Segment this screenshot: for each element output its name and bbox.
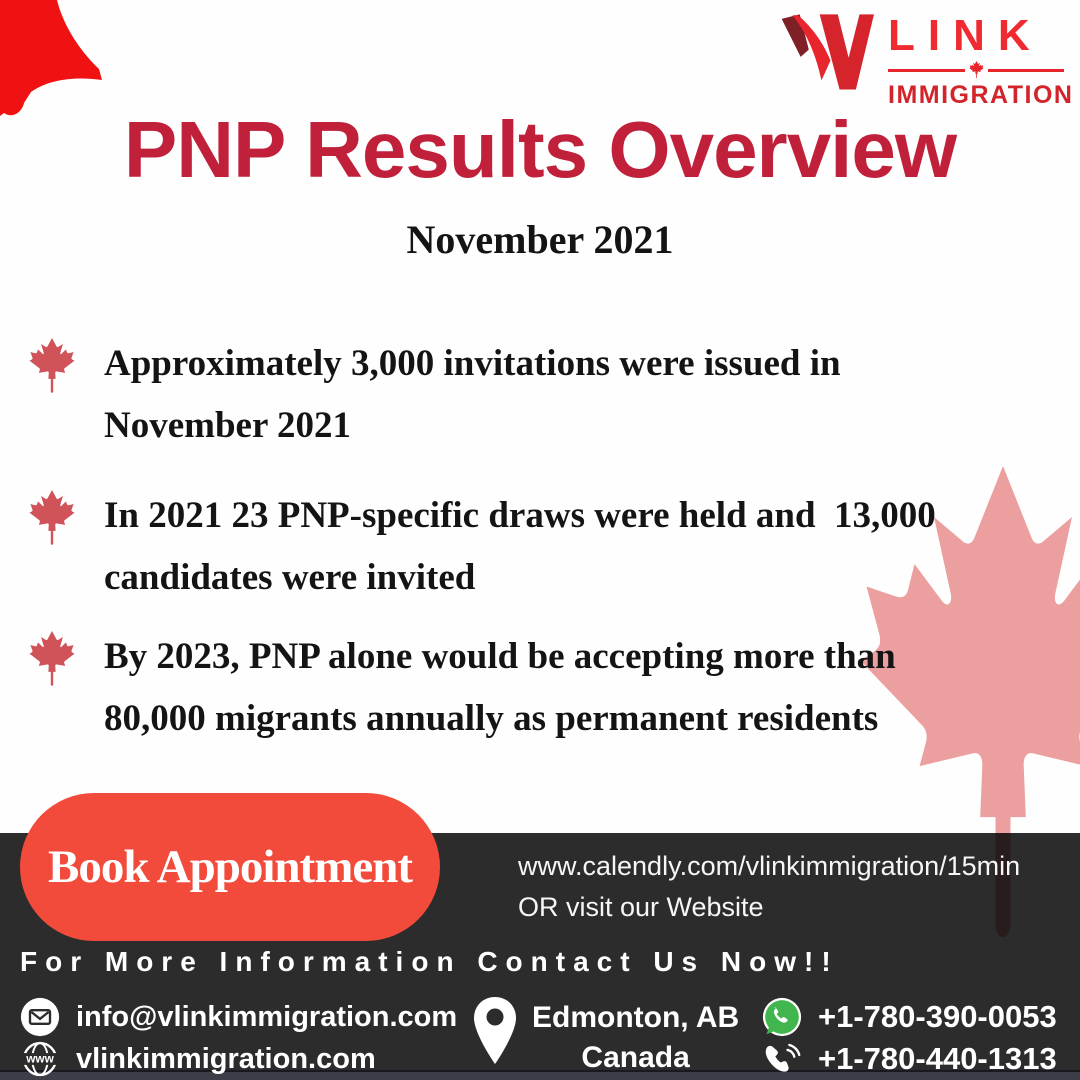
bullet-item [104, 626, 1034, 750]
phone-number: +1-780-440-1313 [818, 1041, 1057, 1076]
location-line2: Canada [581, 1041, 690, 1074]
brand-maple-leaf-icon [969, 61, 984, 79]
corner-leaf-icon [0, 0, 106, 120]
bullet-text: candidates were invited [104, 557, 476, 598]
email-icon [20, 997, 60, 1037]
contact-col-phones [762, 996, 1057, 1080]
whatsapp-number: +1-780-390-0053 [818, 999, 1057, 1034]
bullet-text: By 2023, PNP alone would be accepting more than [104, 636, 896, 677]
website-text: vlinkimmigration.com [76, 1042, 376, 1075]
book-appointment-button[interactable] [20, 793, 440, 941]
bullet-text: In 2021 23 PNP-specific draws were held and 13,000 [104, 495, 936, 536]
bullet-leaf-icon [27, 631, 77, 688]
page-title: PNP Results Overview [123, 105, 957, 194]
location-line1: Edmonton, AB [532, 1001, 740, 1034]
phone-row[interactable] [762, 1038, 1057, 1080]
booking-alt-text: OR visit our Website [518, 892, 764, 922]
bullet-item [104, 485, 1034, 609]
www-globe-icon [20, 1039, 60, 1079]
contact-col-email-web [20, 996, 457, 1080]
brand-rule [888, 61, 1064, 79]
whatsapp-row[interactable] [762, 996, 1057, 1038]
brand-logo [774, 8, 1074, 110]
page-subtitle: November 2021 [406, 217, 674, 262]
book-appointment-label: Book Appointment [47, 841, 413, 893]
bullet-text: November 2021 [104, 405, 351, 446]
contact-heading: For More Information Contact Us Now!! [20, 946, 839, 977]
contact-col-location [472, 996, 739, 1078]
booking-url-link[interactable]: www.calendly.com/vlinkimmigration/15min [518, 851, 1021, 881]
whatsapp-icon [762, 997, 802, 1037]
bullet-leaf-icon [27, 490, 77, 547]
brand-v-icon [774, 8, 878, 94]
brand-subtitle: IMMIGRATION [888, 81, 1074, 109]
phone-icon [764, 1042, 802, 1076]
bullet-item [104, 333, 1034, 457]
brand-name: LINK [888, 11, 1043, 60]
email-text: info@vlinkimmigration.com [76, 1000, 458, 1033]
www-label: www [26, 1051, 54, 1066]
website-row[interactable] [20, 1038, 457, 1080]
bullet-leaf-icon [27, 338, 77, 395]
bullet-text: Approximately 3,000 invitations were issued in [104, 343, 841, 384]
bullet-text: 80,000 migrants annually as permanent residents [104, 698, 879, 739]
booking-link-block [518, 846, 1020, 928]
email-row[interactable] [20, 996, 457, 1038]
location-pin-icon [472, 996, 518, 1070]
